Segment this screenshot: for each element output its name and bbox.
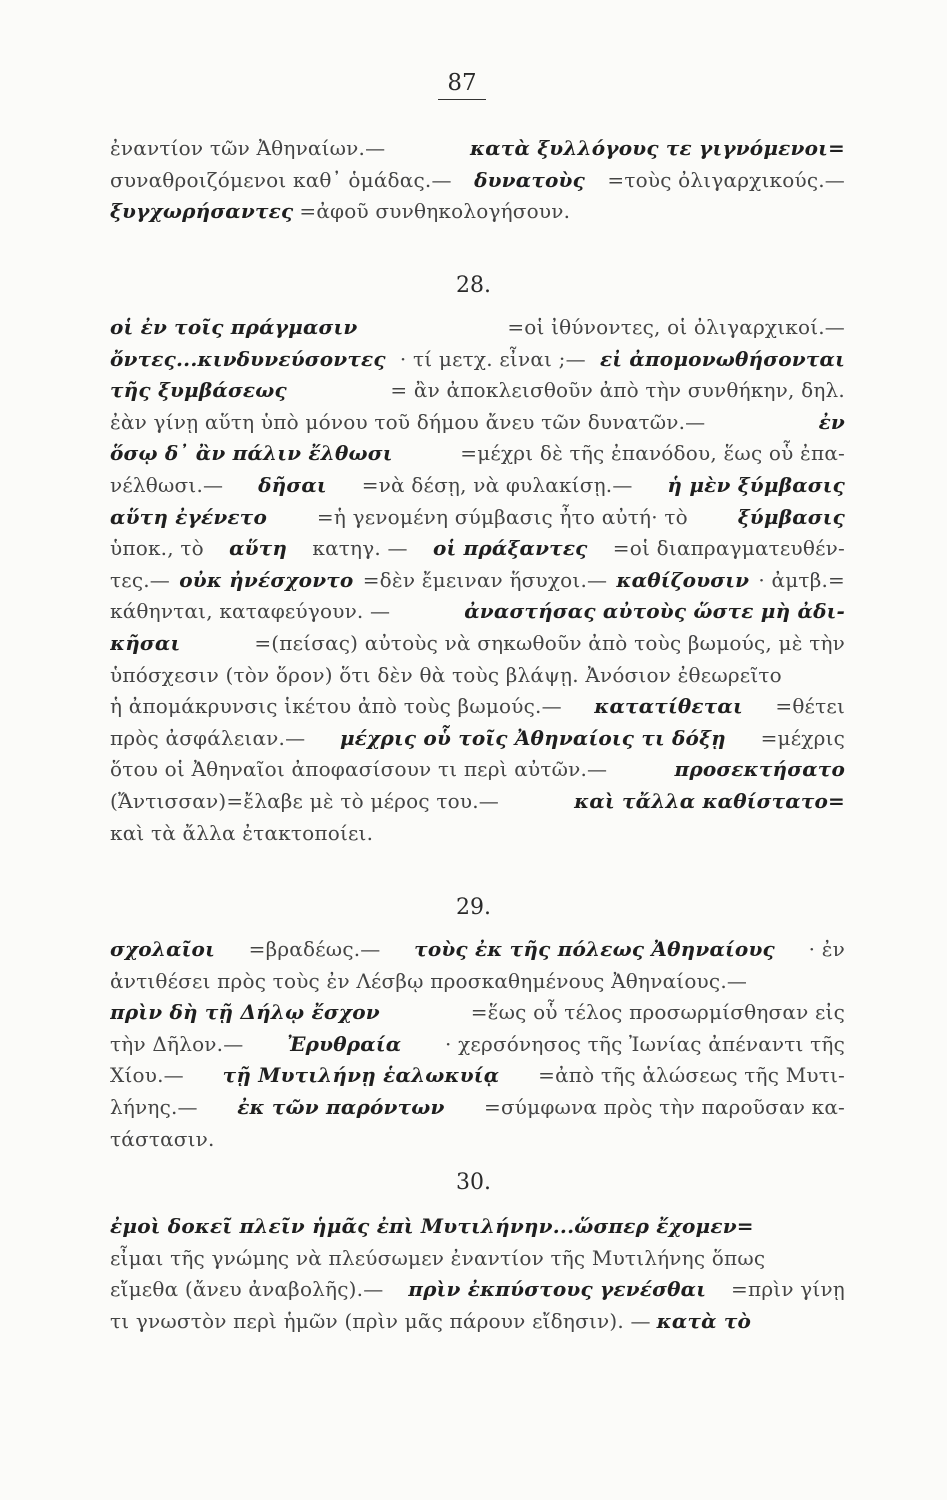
text-line bbox=[110, 533, 845, 565]
gloss-text: τες.— bbox=[110, 567, 170, 592]
text-block-29 bbox=[110, 934, 845, 1155]
text-line bbox=[110, 375, 845, 407]
gloss-text: ἐὰν γίνῃ αὕτη ὑπὸ μόνου τοῦ δήμου ἄνευ τῶν δυνατῶν.— bbox=[110, 409, 706, 434]
gloss-text: =τοὺς ὀλιγαρχικούς.— bbox=[607, 167, 845, 192]
gloss-text: =σύμφωνα πρὸς τὴν παροῦσαν κα- bbox=[483, 1094, 845, 1119]
gloss-text: κάθηνται, καταφεύγουν. — bbox=[110, 599, 391, 624]
gloss-text: =μέχρις bbox=[760, 725, 845, 750]
gloss-text: =πρὶν γίνῃ bbox=[731, 1277, 845, 1302]
gloss-text: · χερσόνησος τῆς Ἰωνίας ἀπέναντι τῆς bbox=[445, 1031, 845, 1056]
lemma-phrase: ἐν bbox=[818, 409, 845, 434]
gloss-text: καὶ τὰ ἄλλα ἐτακτοποίει. bbox=[110, 820, 374, 845]
text-line bbox=[110, 628, 845, 660]
gloss-text: νέλθωσι.— bbox=[110, 472, 224, 497]
lemma-phrase: ἐμοὶ δοκεῖ πλεῖν ἡμᾶς ἐπὶ Μυτιλήνην...ὥσπερ ἔχομεν= bbox=[110, 1214, 754, 1238]
lemma-phrase: ὄντες...κινδυνεύσοντες bbox=[110, 346, 386, 371]
lemma-phrase: οὐκ ἠνέσχοντο bbox=[179, 567, 354, 592]
text-block-intro bbox=[110, 133, 845, 228]
page-number: 87 bbox=[438, 70, 486, 100]
text-line bbox=[110, 786, 845, 818]
gloss-text: = ἂν ἀποκλεισθοῦν ἀπὸ τὴν συνθήκην, δηλ. bbox=[390, 378, 845, 403]
text-line bbox=[110, 660, 845, 692]
lemma-phrase: κατατίθεται bbox=[594, 694, 743, 719]
text-line bbox=[110, 934, 845, 966]
gloss-text: Χίου.— bbox=[110, 1063, 184, 1088]
lemma-phrase: αὕτη ἐγένετο bbox=[110, 504, 267, 529]
gloss-text: =οἱ διαπραγματευθέν- bbox=[612, 536, 845, 561]
section-number-30: 30. bbox=[456, 1170, 491, 1195]
lemma-phrase: σχολαῖοι bbox=[110, 937, 215, 961]
lemma-phrase: κατὰ ξυλλόγους τε γιγνόμενοι= bbox=[470, 136, 845, 160]
text-line bbox=[110, 165, 845, 197]
text-line bbox=[110, 1274, 845, 1306]
gloss-text: συναθροιζόμενοι καθ᾿ ὁμάδας.— bbox=[110, 167, 452, 192]
gloss-text: ὑποκ., τὸ bbox=[110, 536, 204, 561]
gloss-text: =βραδέως.— bbox=[248, 937, 381, 961]
gloss-text: ἡ ἀπομάκρυνσις ἱκέτου ἀπὸ τοὺς βωμούς.— bbox=[110, 694, 562, 719]
gloss-text: εἴμεθα (ἄνευ ἀναβολῆς).— bbox=[110, 1277, 384, 1302]
lemma-phrase: μέχρις οὗ τοῖς Ἀθηναίοις τι δόξῃ bbox=[339, 725, 726, 750]
text-line bbox=[110, 1211, 845, 1243]
lemma-phrase: προσεκτήσατο bbox=[674, 757, 845, 782]
gloss-text: =ἀφοῦ συνθηκολογήσουν. bbox=[299, 199, 571, 224]
lemma-phrase: αὕτη bbox=[229, 536, 288, 561]
gloss-text: ὑπόσχεσιν (τὸν ὅρον) ὅτι δὲν θὰ τοὺς βλάψῃ. Ἀνόσιον ἐθεωρεῖτο bbox=[110, 662, 782, 687]
gloss-text: τὴν Δῆλον.— bbox=[110, 1031, 244, 1056]
text-block-28 bbox=[110, 312, 845, 849]
gloss-text: τι γνωστὸν περὶ ἡμῶν (πρὶν μᾶς πάρουν εἴδησιν). — bbox=[110, 1308, 651, 1333]
text-line bbox=[110, 596, 845, 628]
text-line bbox=[110, 997, 845, 1029]
gloss-text: =ἡ γενομένη σύμβασις ἦτο αὐτή· τὸ bbox=[316, 504, 688, 529]
lemma-phrase: ἡ μὲν ξύμβασις bbox=[667, 472, 845, 497]
text-line bbox=[110, 196, 845, 228]
text-line bbox=[110, 438, 845, 470]
lemma-phrase: ἀναστήσας αὐτοὺς ὥστε μὴ ἀδι- bbox=[464, 599, 845, 624]
lemma-phrase: εἰ ἀπομονωθήσονται bbox=[599, 346, 845, 371]
text-line bbox=[110, 723, 845, 755]
text-line bbox=[110, 133, 845, 165]
gloss-text: =νὰ δέσῃ, νὰ φυλακίσῃ.— bbox=[361, 472, 633, 497]
text-line bbox=[110, 407, 845, 439]
gloss-text: κατηγ. — bbox=[312, 536, 408, 561]
lemma-phrase: ὅσῳ δ᾿ ἂν πάλιν ἔλθωσι bbox=[110, 441, 393, 466]
lemma-phrase: τῇ Μυτιλήνῃ ἑαλωκυίᾳ bbox=[222, 1063, 500, 1088]
lemma-phrase: κατὰ τὸ bbox=[656, 1308, 752, 1333]
gloss-text: =ἕως οὗ τέλος προσωρμίσθησαν εἰς bbox=[470, 1000, 845, 1025]
text-line bbox=[110, 966, 845, 998]
lemma-phrase: Ἐρυθραία bbox=[287, 1031, 402, 1056]
text-line bbox=[110, 565, 845, 597]
gloss-text: =(πείσας) αὐτοὺς νὰ σηκωθοῦν ἀπὸ τοὺς βωμούς, μὲ τὴν bbox=[254, 630, 845, 655]
gloss-text: εἶμαι τῆς γνώμης νὰ πλεύσωμεν ἐναντίον τῆς Μυτιλήνης ὅπως bbox=[110, 1245, 766, 1270]
text-line bbox=[110, 1092, 845, 1124]
lemma-phrase: καὶ τἄλλα καθίστατο= bbox=[574, 788, 845, 813]
text-line bbox=[110, 344, 845, 376]
gloss-text: =δὲν ἔμειναν ἥσυχοι.— bbox=[362, 567, 608, 592]
gloss-text: τάστασιν. bbox=[110, 1126, 215, 1151]
section-number-28: 28. bbox=[456, 273, 491, 298]
lemma-phrase: ξυγχωρήσαντες bbox=[110, 199, 294, 224]
lemma-phrase: οἱ πράξαντες bbox=[432, 536, 588, 561]
lemma-phrase: ξύμβασις bbox=[737, 504, 845, 529]
gloss-text: · ἀμτβ.= bbox=[758, 567, 845, 592]
text-line bbox=[110, 691, 845, 723]
lemma-phrase: κῆσαι bbox=[110, 630, 181, 655]
lemma-phrase: τοὺς ἐκ τῆς πόλεως Ἀθηναίους bbox=[414, 937, 775, 961]
text-line bbox=[110, 1029, 845, 1061]
text-line bbox=[110, 754, 845, 786]
section-number-29: 29. bbox=[456, 895, 491, 920]
lemma-phrase: καθίζουσιν bbox=[616, 567, 750, 592]
gloss-text: =οἱ ἰθύνοντες, οἱ ὀλιγαρχικοί.— bbox=[507, 315, 845, 339]
gloss-text: ἀντιθέσει πρὸς τοὺς ἐν Λέσβῳ προσκαθημένους Ἀθηναίους.— bbox=[110, 968, 748, 993]
gloss-text: =μέχρι δὲ τῆς ἐπανόδου, ἕως οὗ ἐπα- bbox=[460, 441, 845, 466]
text-line bbox=[110, 502, 845, 534]
gloss-text: ὅτου οἱ Ἀθηναῖοι ἀποφασίσουν τι περὶ αὐτῶν.— bbox=[110, 757, 608, 782]
gloss-text: · ἐν bbox=[808, 937, 845, 961]
text-line bbox=[110, 1243, 845, 1275]
gloss-text: =ἀπὸ τῆς ἁλώσεως τῆς Μυτι- bbox=[538, 1063, 845, 1088]
gloss-text: · τί μετχ. εἶναι ;— bbox=[399, 346, 586, 371]
gloss-text: λήνης.— bbox=[110, 1094, 198, 1119]
gloss-text: ἐναντίον τῶν Ἀθηναίων.— bbox=[110, 136, 386, 160]
text-line bbox=[110, 312, 845, 344]
text-block-30 bbox=[110, 1211, 845, 1337]
gloss-text: πρὸς ἀσφάλειαν.— bbox=[110, 725, 306, 750]
gloss-text: (Ἄντισσαν)=ἔλαβε μὲ τὸ μέρος του.— bbox=[110, 788, 499, 813]
lemma-phrase: τῆς ξυμβάσεως bbox=[110, 378, 287, 403]
lemma-phrase: πρὶν δὴ τῇ Δήλῳ ἔσχον bbox=[110, 1000, 380, 1025]
text-line bbox=[110, 1306, 845, 1338]
lemma-phrase: δυνατοὺς bbox=[474, 167, 585, 192]
lemma-phrase: πρὶν ἐκπύστους γενέσθαι bbox=[408, 1277, 707, 1302]
lemma-phrase: δῆσαι bbox=[258, 472, 327, 497]
text-line bbox=[110, 1060, 845, 1092]
text-line bbox=[110, 818, 845, 850]
lemma-phrase: οἱ ἐν τοῖς πράγμασιν bbox=[110, 315, 358, 339]
text-line bbox=[110, 1124, 845, 1156]
lemma-phrase: ἐκ τῶν παρόντων bbox=[237, 1094, 445, 1119]
gloss-text: =θέτει bbox=[775, 694, 845, 719]
text-line bbox=[110, 470, 845, 502]
